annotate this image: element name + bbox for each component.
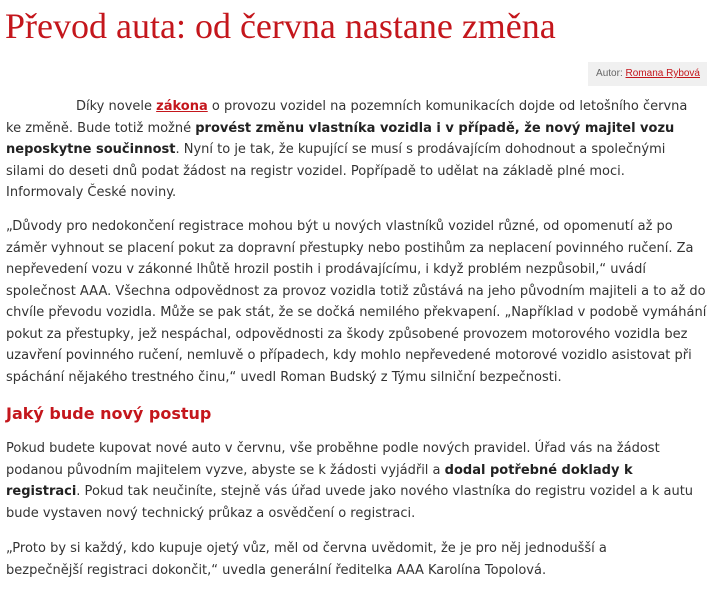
procedure-bold: dodal potřebné doklady k registraci [6, 462, 633, 499]
procedure-text-1: Pokud budete kupovat nové auto v červnu, vše proběhne podle nových pravidel. Úřad vás na žádost podanou původním majitelem vyzve, abyste se k žádosti vyjádřil a [6, 441, 660, 478]
article-title: Převod auta: od června nastane změna [5, 6, 556, 46]
intro-text-1: Díky novele [76, 99, 157, 114]
law-link[interactable]: zákona [156, 99, 208, 114]
article-paragraph-procedure [6, 438, 708, 524]
article-paragraph-quote: „Důvody pro nedokončení registrace mohou být u nových vlastníků vozidel různé, od opomenutí až po záměr vyhnout se placení pokut za dopravní přestupky nebo postihům za neplacení povinného ručení. Za nepřevedení vozu v zákonné lhůtě hrozil postih i prodávajícímu, i když problém nezpůsobil,“ uvádí společnost AAA. Všechna odpovědnost za provoz vozidla totiž zůstává na jeho původním majiteli a to až do chvíle převodu vozidla. Může se pak stát, že se dočká nemilého překvapení. „Například v podobě vymáhání pokut za přestupky, jež nespáchal, odpovědnosti za škody způsobené provozem motorového vozidla bez uzavření povinného ručení, nemluvě o případech, kdy mohlo nepřevedené motorové vozidlo asistovat při spáchání nějakého trestného činu,“ uvedl Roman Budský z Týmu silniční bezpečnosti. [6, 219, 707, 385]
article-paragraph-intro [6, 96, 704, 204]
procedure-text-2: . Pokud tak neučiníte, stejně vás úřad uvede jako nového vlastníka do registru vozidel a k autu bude vystaven nový technický průkaz a osvědčení o registraci. [6, 484, 694, 521]
intro-bold: provést změnu vlastníka vozidla i v případě, že nový majitel vozu neposkytne součinnost [6, 120, 675, 157]
section-subheading: Jaký bude nový postup [6, 404, 212, 423]
intro-text-2: o provozu vozidel na pozemních komunikacích dojde od letošního června ke změně. Bude totiž možné [6, 99, 688, 136]
article-paragraph-closing: „Proto by si každý, kdo kupuje ojetý vůz, měl od června uvědomit, že je pro něj jednodušší a bezpečnější registraci dokončit,“ uvedla generální ředitelka AAA Karolína Topolová. [6, 541, 607, 578]
author-box [588, 62, 707, 86]
author-link[interactable]: Romana Rybová [625, 68, 700, 79]
intro-text-3: . Nyní to je tak, že kupující se musí s prodávajícím dohodnout a společnými silami do deseti dnů podat žádost na registr vozidel. Popřípadě to udělat na základě plné moci. Informovaly České noviny. [6, 142, 666, 200]
author-label: Autor: [596, 68, 623, 79]
